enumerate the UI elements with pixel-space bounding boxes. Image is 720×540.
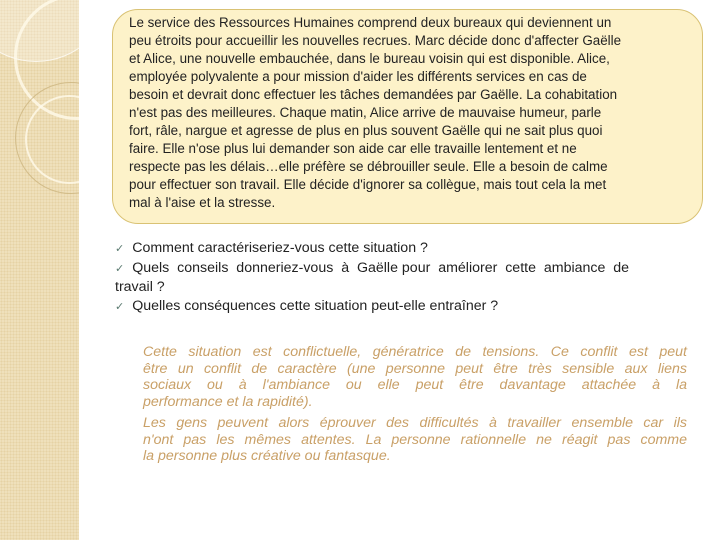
answer-paragraph — [143, 344, 687, 410]
scenario-line: fort, râle, nargue et agresse de plus en plus souvent Gaëlle qui ne sait plus quoi — [129, 123, 603, 138]
answer-line: sociaux ou à l'ambiance ou elle peut être davantage attachée à la — [143, 377, 687, 394]
question-continuation: travail ? — [115, 279, 165, 295]
scenario-line: pour effectuer son travail. Elle décide d'ignorer sa collègue, mais tout cela la met — [129, 177, 607, 192]
question-text: Comment caractériseriez-vous cette situation ? — [132, 240, 428, 256]
answer-line: n'ont pas les mêmes attentes. La personne rationnelle ne réagit pas comme — [143, 431, 687, 448]
scenario-line: peu étroits pour accueillir les nouvelles recrues. Marc décide donc d'affecter Gaëlle — [129, 33, 622, 48]
answer-line: Les gens peuvent alors éprouver des difficultés à travailler ensemble car ils — [143, 415, 687, 431]
scenario-line: mal à l'aise et la stresse. — [129, 195, 276, 210]
scenario-line: besoin et devrait donc effectuer les tâches demandées par Gaëlle. La cohabitation — [129, 87, 618, 102]
question-item — [115, 298, 498, 315]
answer-line: performance et la rapidité). — [143, 393, 313, 410]
scenario-line: n'est pas des meilleures. Chaque matin, Alice arrive de mauvaise humeur, parle — [129, 105, 602, 120]
question-text: Quelles conséquences cette situation peut-elle entraîner ? — [132, 298, 499, 314]
check-icon: ✓ — [115, 243, 125, 255]
question-text: Quels conseils donneriez-vous à Gaëlle pour améliorer cette ambiance de — [132, 260, 630, 276]
answer-line: être un conflit de caractère (une personne peut être très sensible aux liens — [143, 360, 687, 377]
answer-line: la personne plus créative ou fantasque. — [143, 448, 391, 465]
check-icon: ✓ — [115, 263, 125, 275]
answer-line: Cette situation est conflictuelle, génératrice de tensions. Ce conflit est peut — [143, 344, 687, 360]
decorative-sidebar — [0, 0, 79, 540]
scenario-line: respecte pas les délais…elle préfère se débrouiller seule. Elle a besoin de calme — [129, 159, 608, 174]
scenario-line: et Alice, une nouvelle embauchée, dans le bureau voisin qui est disponible. Alice, — [129, 51, 610, 66]
scenario-line: Le service des Ressources Humaines comprend deux bureaux qui deviennent un — [129, 15, 612, 30]
scenario-line: employée polyvalente a pour mission d'aider les différents services en cas de — [129, 69, 587, 84]
scenario-line: faire. Elle n'ose plus lui demander son aide car elle travaille lentement et ne — [129, 141, 577, 156]
check-icon: ✓ — [115, 301, 125, 313]
question-item — [115, 240, 428, 257]
scenario-box — [112, 9, 703, 224]
question-item — [115, 260, 629, 277]
answer-paragraph — [143, 415, 687, 465]
